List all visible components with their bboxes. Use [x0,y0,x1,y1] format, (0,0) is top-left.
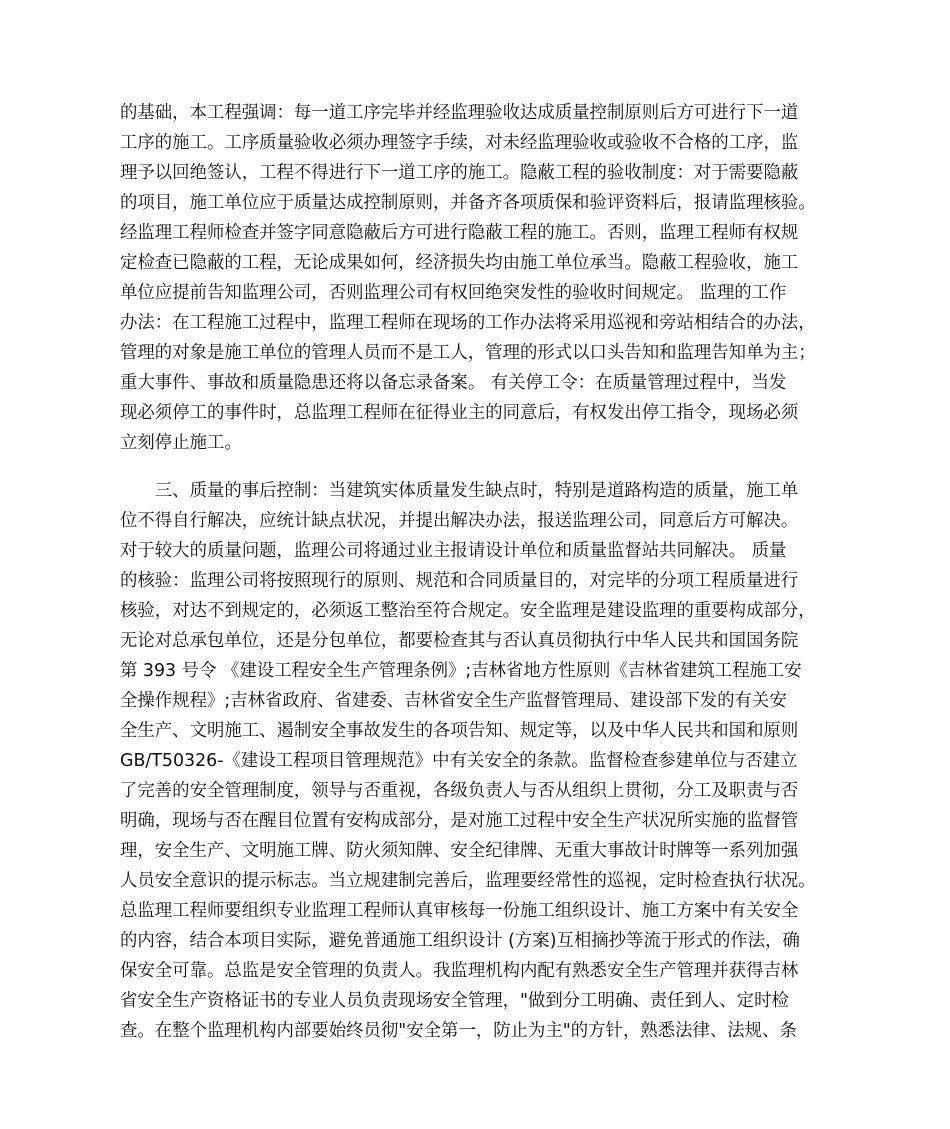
text-line: 全操作规程》;吉林省政府、省建委、吉林省安全生产监督管理局、建设部下发的有关安 [120,691,787,711]
text-line: 的内容，结合本项目实际，避免普通施工组织设计 (方案)互相摘抄等流于形式的作法，确 [120,931,800,951]
text-line: GB/T50326-《建设工程项目管理规范》中有关安全的条款。监督检查参建单位与否建立 [120,751,798,771]
text-line: 明确，现场与否在醒目位置有安构成部分，是对施工过程中安全生产状况所实施的监督管 [120,811,799,831]
text-line: 全生产、文明施工、遏制安全事故发生的各项告知、规定等，以及中华人民共和国和原则 [120,721,799,741]
text-line: 的基础，本工程强调：每一道工序完毕并经监理验收达成质量控制原则后方可进行下一道 [120,103,799,123]
text-line: 查。在整个监理机构内部要始终员彻"安全第一，防止为主"的方针，熟悉法律、法规、条 [120,1021,797,1041]
text-line: 的核验：监理公司将按照现行的原则、规范和合同质量目的，对完毕的分项工程质量进行 [120,571,799,591]
text-line: 位不得自行解决，应统计缺点状况，并提出解决办法，报送监理公司，同意后方可解决。 [120,511,799,531]
text-line: 定检查已隐蔽的工程，无论成果如何，经济损失均由施工单位承当。隐蔽工程验收，施工 [120,253,799,273]
text-line: 人员安全意识的提示标志。当立规建制完善后，监理要经常性的巡视，定时检查执行状况。 [120,871,816,891]
text-line: 核验，对达不到规定的，必须返工整治至符合规定。安全监理是建设监理的重要构成部分， [120,601,816,621]
text-line: 理予以回绝签认，工程不得进行下一道工序的施工。隐蔽工程的验收制度：对于需要隐蔽 [120,163,799,183]
text-line: 三、质量的事后控制：当建筑实体质量发生缺点时，特别是道路构造的质量，施工单 [120,481,799,501]
text-line: 单位应提前告知监理公司，否则监理公司有权回绝突发性的验收时间规定。 监理的工作 [120,283,787,303]
text-line: 工序的施工。工序质量验收必须办理签字手续，对未经监理验收或验收不合格的工序，监 [120,133,799,153]
text-line: 办法：在工程施工过程中，监理工程师在现场的工作办法将采用巡视和旁站相结合的办法， [120,313,816,333]
text-line: 理，安全生产、文明施工牌、防火须知牌、安全纪律牌、无重大事故计时牌等一系列加强 [120,841,799,861]
text-line: 经监理工程师检查并签字同意隐蔽后方可进行隐蔽工程的施工。否则，监理工程师有权规 [120,223,799,243]
text-line: 第 393 号令 《建设工程安全生产管理条例》;吉林省地方性原则《吉林省建筑工程施工安 [120,661,802,681]
text-line: 现必须停工的事件时，总监理工程师在征得业主的同意后，有权发出停工指令，现场必须 [120,403,799,423]
text-line: 总监理工程师要组织专业监理工程师认真审核每一份施工组织设计、施工方案中有关安全 [120,901,799,921]
text-line: 立刻停止施工。 [120,433,242,453]
text-line: 重大事件、事故和质量隐患还将以备忘录备案。 有关停工令：在质量管理过程中，当发 [120,373,787,393]
text-line: 保安全可靠。总监是安全管理的负责人。我监理机构内配有熟悉安全生产管理并获得吉林 [120,961,799,981]
text-line: 管理的对象是施工单位的管理人员而不是工人，管理的形式以口头告知和监理告知单为主； [120,343,816,363]
text-line: 省安全生产资格证书的专业人员负责现场安全管理，"做到分工明确、责任到人、定时检 [120,991,789,1011]
text-line: 了完善的安全管理制度，领导与否重视，各级负责人与否从组织上贯彻，分工及职责与否 [120,781,799,801]
text-line: 无论对总承包单位，还是分包单位，都要检查其与否认真员彻执行中华人民共和国国务院 [120,631,799,651]
text-line: 的项目，施工单位应于质量达成控制原则，并备齐各项质保和验评资料后，报请监理核验。 [120,193,816,213]
text-line: 对于较大的质量问题，监理公司将通过业主报请设计单位和质量监督站共同解决。 质量 [120,541,787,561]
